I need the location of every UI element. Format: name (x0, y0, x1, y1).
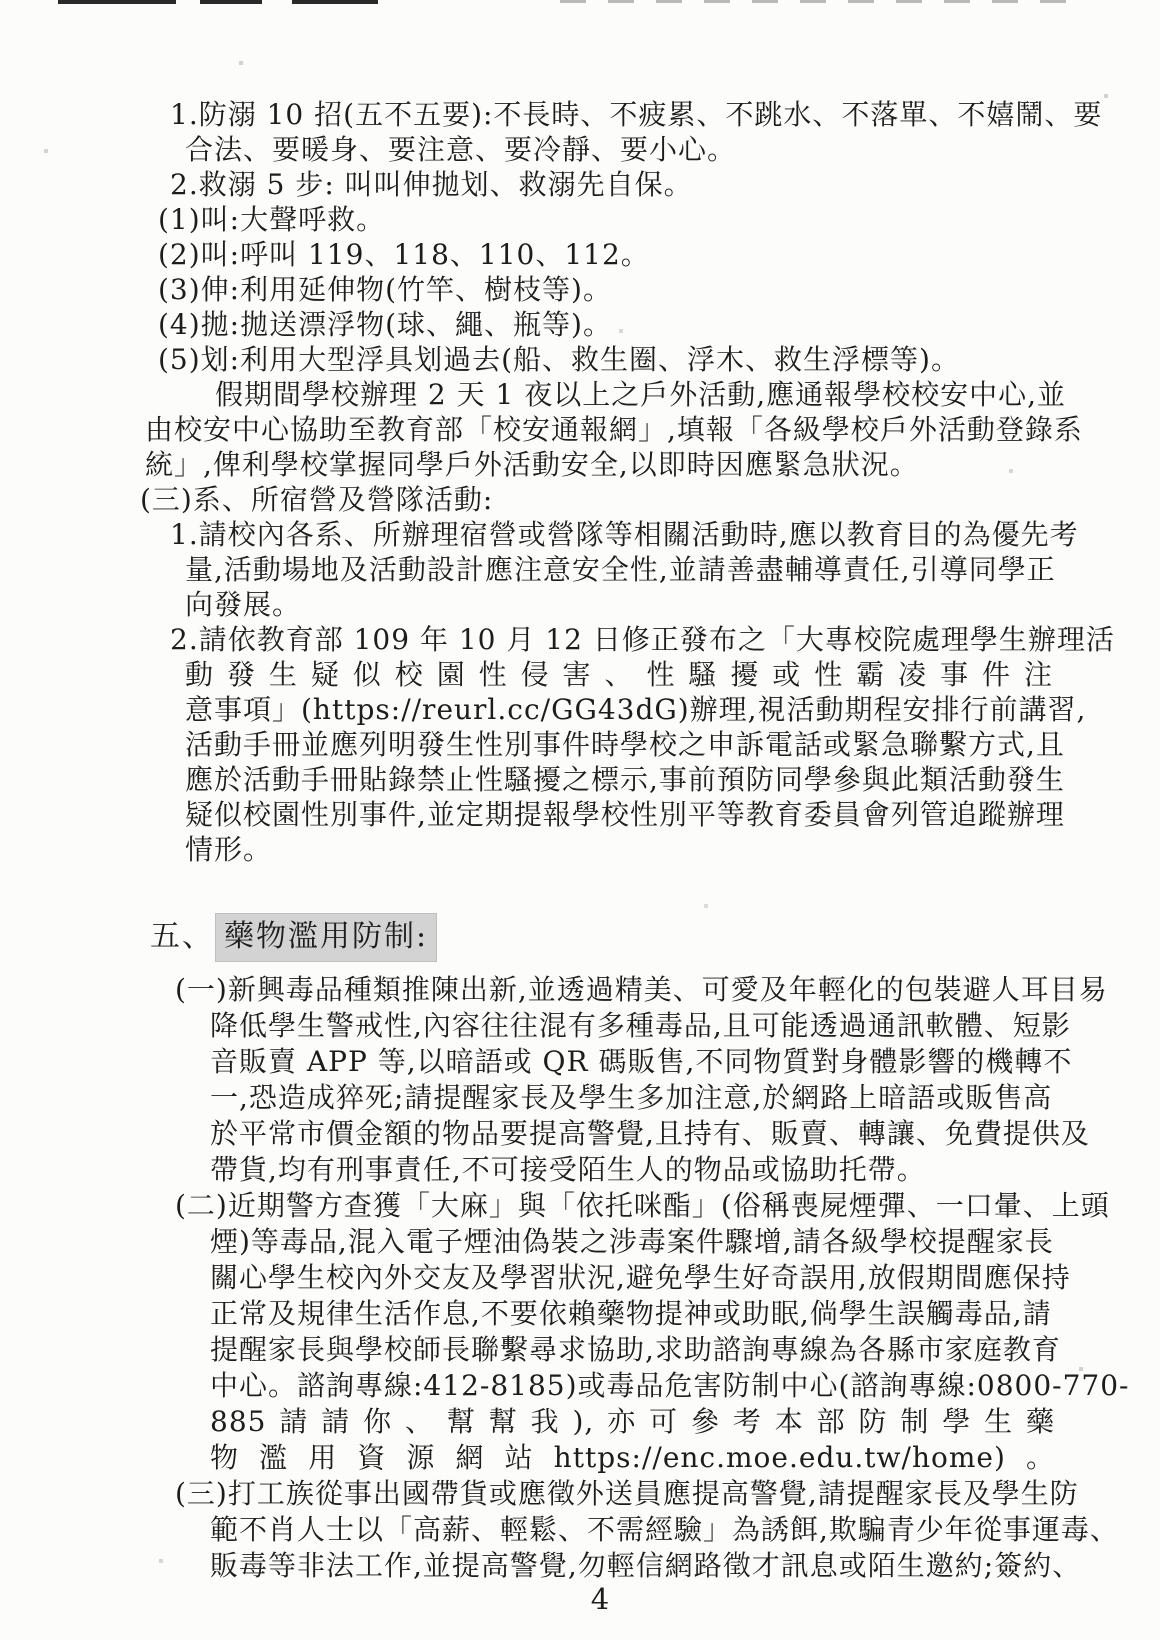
text-line: 煙)等毒品,混入電子煙油偽裝之涉毒案件驟增,請各級學校提醒家長 (210, 1225, 1054, 1258)
text-line: (1)叫:大聲呼救。 (158, 203, 386, 236)
text-line: 由校安中心協助至教育部「校安通報網」,填報「各級學校戶外活動登錄系 (145, 413, 1083, 446)
text-line: 正常及規律生活作息,不要依賴藥物提神或助眠,倘學生誤觸毒品,請 (210, 1297, 1052, 1330)
text-line: (二)近期警方查獲「大麻」與「依托咪酯」(俗稱喪屍煙彈、一口暈、上頭 (175, 1189, 1110, 1222)
scan-noise (0, 0, 2, 2)
text-line: 降低學生警戒性,內容往往混有多種毒品,且可能透過通訊軟體、短影 (210, 1009, 1071, 1042)
text-line: 情形。 (185, 833, 273, 866)
text-line: 關心學生校內外交友及學習狀況,避免學生好奇誤用,放假期間應保持 (210, 1261, 1071, 1294)
text-line: (三)打工族從事出國帶貨或應徵外送員應提高警覺,請提醒家長及學生防 (175, 1477, 1079, 1510)
text-line: 向發展。 (185, 588, 302, 621)
section-outdoor-activity-safety (0, 97, 1160, 867)
scan-artifact-dash (58, 0, 176, 4)
text-line: 疑似校園性別事件,並定期提報學校性別平等教育委員會列管追蹤辦理 (185, 798, 1065, 831)
text-line: 意事項」(https://reurl.cc/GG43dG)辦理,視活動期程安排行前講習, (185, 693, 1087, 726)
section-drug-abuse-prevention (0, 915, 1160, 1584)
text-line: 範不肖人士以「高薪、輕鬆、不需經驗」為誘餌,欺騙青少年從事運毒、 (210, 1513, 1119, 1546)
text-line: 活動手冊並應列明發生性別事件時學校之申訴電話或緊急聯繫方式,且 (185, 728, 1065, 761)
text-line: 量,活動場地及活動設計應注意安全性,並請善盡輔導責任,引導同學正 (185, 553, 1056, 586)
scan-artifact-dash (200, 0, 262, 4)
text-line: 販毒等非法工作,並提高警覺,勿輕信網路徵才訊息或陌生邀約;簽約、 (210, 1549, 1082, 1582)
text-line: 合法、要暖身、要注意、要冷靜、要小心。 (185, 133, 737, 166)
text-line: 統」,俾利學校掌握同學戶外活動安全,以即時因應緊急狀況。 (145, 448, 919, 481)
text-line: 應於活動手冊貼錄禁止性騷擾之標示,事前預防同學參與此類活動發生 (185, 763, 1065, 796)
highlighted-heading: 藥物濫用防制: (216, 914, 436, 961)
text-line: (3)伸:利用延伸物(竹竿、樹枝等)。 (158, 273, 612, 306)
text-line: 2.請依教育部 109 年 10 月 12 日修正發布之「大專校院處理學生辦理活 (170, 623, 1115, 656)
section-heading-drug-abuse-prevention (150, 915, 1160, 959)
text-line: 一,恐造成猝死;請提醒家長及學生多加注意,於網路上暗語或販售高 (210, 1081, 1053, 1114)
text-line: 音販賣 APP 等,以暗語或 QR 碼販售,不同物質對身體影響的機轉不 (210, 1045, 1073, 1078)
text-line: 物濫用資源網站https://enc.moe.edu.tw/home)。 (210, 1441, 1055, 1474)
text-line: 提醒家長與學校師長聯繫尋求協助,求助諮詢專線為各縣市家庭教育 (210, 1333, 1061, 1366)
text-line: 假期間學校辦理 2 天 1 夜以上之戶外活動,應通報學校校安中心,並 (215, 378, 1067, 411)
text-line: 885請請你、幫幫我),亦可參考本部防制學生藥 (210, 1405, 1055, 1438)
document-content (0, 97, 1160, 1584)
text-line: (2)叫:呼叫 119、118、110、112。 (158, 238, 650, 271)
page-number: 4 (590, 1582, 610, 1616)
text-line: 中心。諮詢專線:412-8185)或毒品危害防制中心(諮詢專線:0800-770- (210, 1369, 1130, 1402)
text-line: (一)新興毒品種類推陳出新,並透過精美、可愛及年輕化的包裝避人耳目易 (175, 973, 1108, 1006)
text-line: 於平常市價金額的物品要提高警覺,且持有、販賣、轉讓、免費提供及 (210, 1117, 1090, 1150)
text-line: 1.防溺 10 招(五不五要):不長時、不疲累、不跳水、不落單、不嬉鬧、要 (170, 98, 1103, 131)
text-line: (4)拋:拋送漂浮物(球、繩、瓶等)。 (158, 308, 612, 341)
section-number: 五、 (150, 919, 214, 954)
scan-artifact-dash-light (560, 0, 1085, 3)
scan-artifact-dash (292, 0, 378, 4)
text-line: (三)系、所宿營及營隊活動: (140, 483, 494, 516)
text-line: 1.請校內各系、所辦理宿營或營隊等相關活動時,應以教育目的為優先考 (170, 518, 1079, 551)
text-line: 2.救溺 5 步: 叫叫伸拋划、救溺先自保。 (170, 168, 693, 201)
text-line: 動發生疑似校園性侵害、性騷擾或性霸凌事件注 (185, 658, 1053, 691)
text-line: (5)划:利用大型浮具划過去(船、救生圈、浮木、救生浮標等)。 (158, 343, 960, 376)
text-line: 帶貨,均有刑事責任,不可接受陌生人的物品或協助托帶。 (210, 1153, 926, 1186)
